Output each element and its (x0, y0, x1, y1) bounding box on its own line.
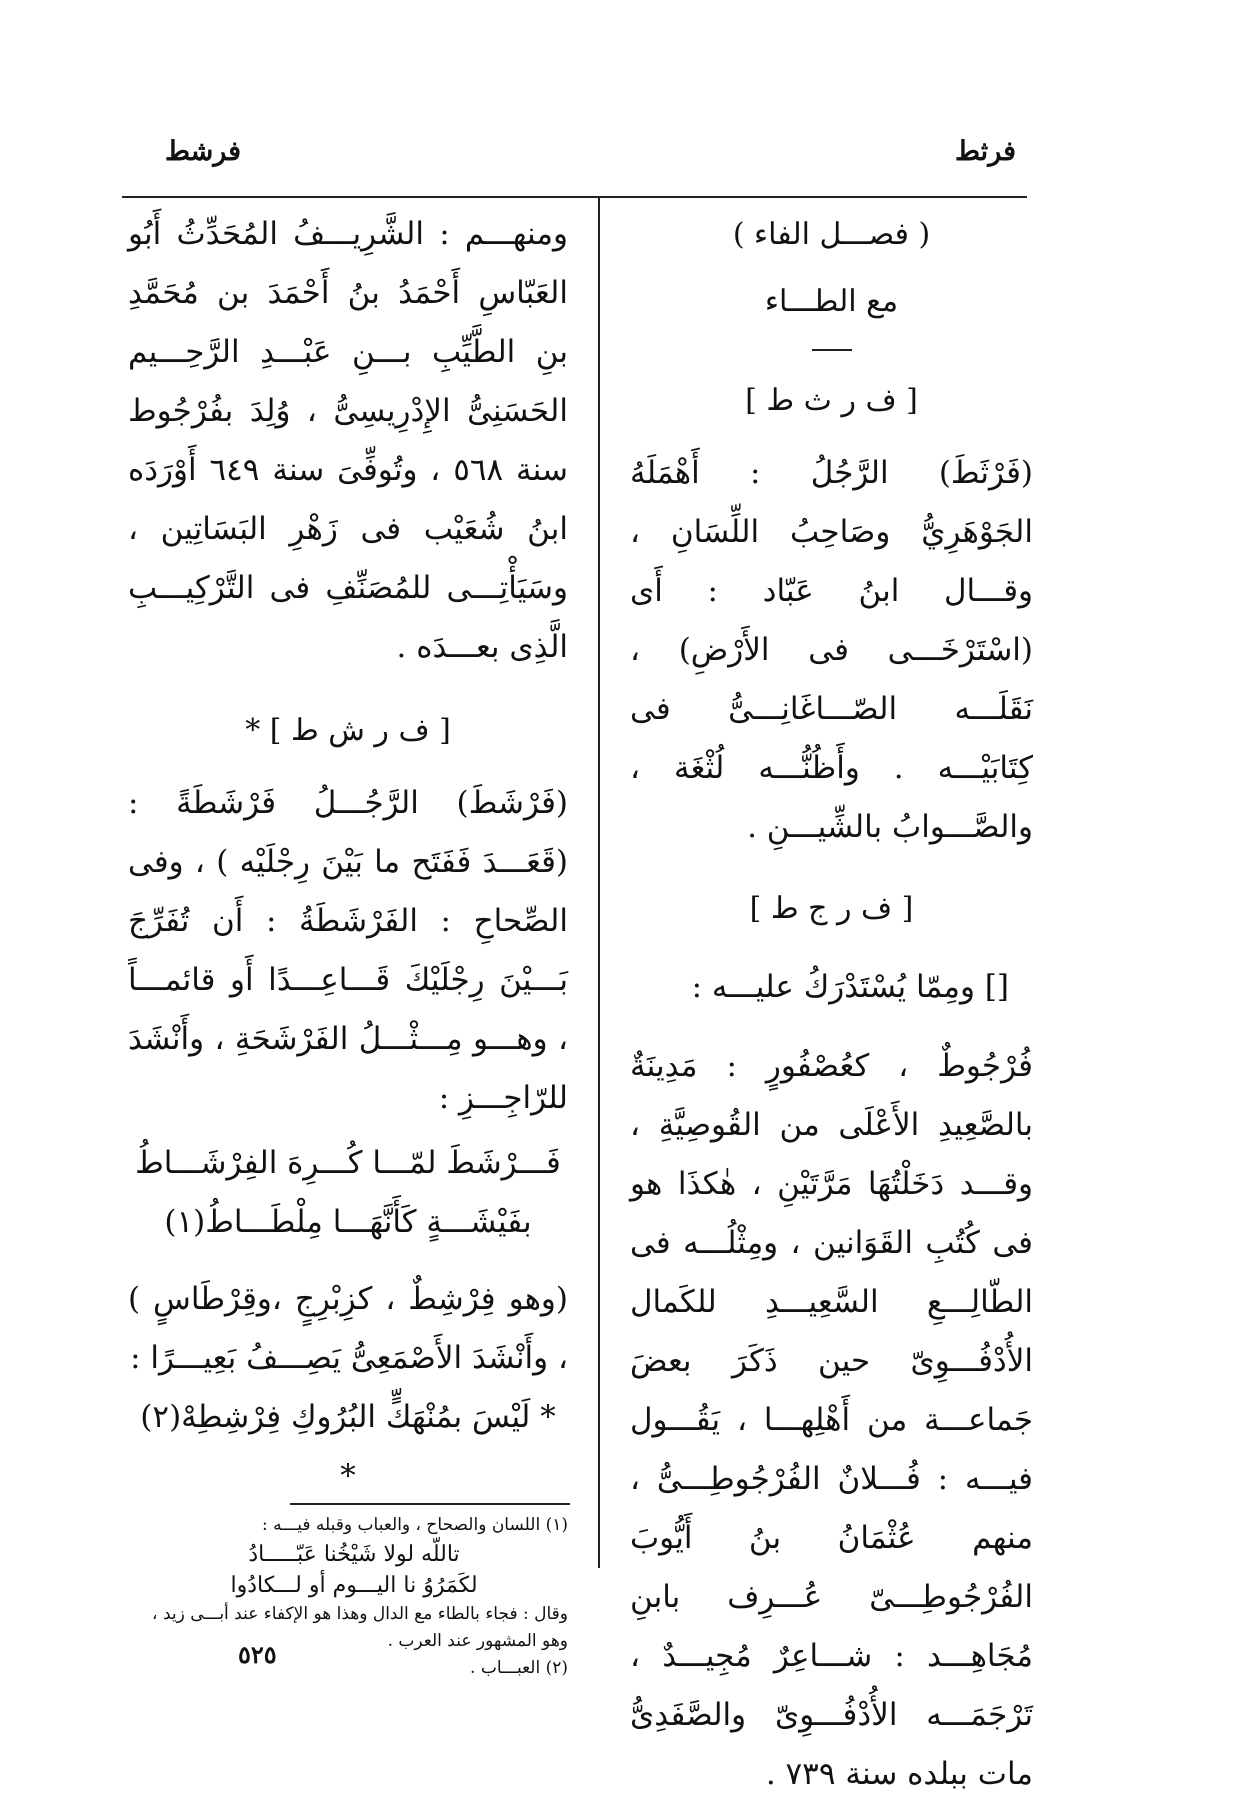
entry-text-frsht-continued: (وهو فِرْشِطٌ ، كزِبْرِجٍ ،وقِرْطَاسٍ ) ، وأَنْشَدَ الأَصْمَعِىُّ يَصِـــفُ بَعِيـــرًا : (128, 1281, 568, 1376)
verse-line: فَـــرْشَطَ لمّـــا كُـــرِهَ الفِرْشَـــاطُ (135, 1145, 561, 1181)
footnote-1-note: وقال : فجاء بالطاء مع الدال وهذا هو الإكفاء عند أبـــى زيد ، وهو المشهور عند العرب . (152, 1604, 568, 1651)
running-header-left: فرشط (165, 136, 242, 167)
entry-text-frjt: فُرْجُوطٌ ، كعُصْفُورٍ : مَدِينَةٌ بالصَّعِيدِ الأَعْلَى من القُوصِيَّةِ ، وقـــد دَخَلْتُهَا مَرَّتَيْنِ ، هٰكذَا هو فى كُتُبِ القَوَانين ، ومِثْلُـــه فى الطّالِـــعِ السَّعِيـــدِ للكَمال الأُدْفُـــوِىّ حين ذَكَرَ بعضَ جَماعـــة من أَهْلِهـــا ، يَقُـــول فيـــه : فُـــلانٌ الفُرْجُوطِـــىُّ ، منهم عُثْمَانُ بنُ أَيُّوبَ الفُرْجُوطِـــىّ عُـــرِف بابنِ مُجَاهِـــد : شـــاعِرٌ مُجِيـــدٌ ، تَرْجَمَـــه الأُدْفُـــوِىّ والصَّفَدِىُّ مات ببلده سنة ٧٣٩ . (630, 1048, 1033, 1792)
left-column (128, 205, 568, 1506)
footnote-1-intro: (١) اللسان والصحاح ، والعباب وقبله فيـــه : (262, 1515, 568, 1535)
right-column (630, 205, 1033, 1804)
header-rule (122, 196, 1027, 198)
footnote-1-verse: تاللّه لولا شَيْخُنا عَبّـــــادُ (248, 1542, 460, 1567)
verse-line: بفَيْشَـــةٍ كَأَنَّهَـــا مِلْطَـــاطُ(١) (164, 1204, 532, 1240)
footnote-2: (٢) العبـــاب . (470, 1658, 568, 1678)
continuation-text: ومنهـــم : الشَّرِيـــفُ المُحَدِّثُ أَبُو العَبّاسِ أَحْمَدُ بنُ أَحْمَدَ بن مُحَمَّدِ بنِ الطَّيِّبِ بـــنِ عَبْـــدِ الرَّحِـــيم الحَسَنِىُّ الإِدْرِيسِىُّ ، وُلِدَ بفُرْجُوط سنة ٥٦٨ ، وتُوفِّىَ سنة ٦٤٩ أَوْرَدَه ابنُ شُعَيْب فى زَهْرِ البَسَاتِين ، وسَيَأْتِـــى للمُصَنِّفِ فى التَّرْكِيـــبِ الَّذِى بعـــدَه . (128, 216, 568, 665)
section-subheading: مع الطـــاء (764, 284, 899, 319)
entry-text-frth: (فَرْثَطَ) الرَّجُلُ : أَهْمَلَهُ الجَوْهَرِيُّ وصَاحِبُ اللِّسَانِ ، وقـــال ابنُ عَبّاد : أَى (اسْتَرْخَـــى فى الأَرْضِ) ، نَقَلَـــه الصّـــاغَانِـــىُّ فى كِتَابَيْـــه . وأَظُنُّـــه لُثْغَة ، والصَّـــوابُ بالشِّيـــنِ . (630, 455, 1033, 845)
footnotes (140, 1512, 568, 1682)
entry-heading-frth: [ ف ر ث ط ] (745, 383, 918, 418)
footnote-1-verse: لكَمَرُوُ نا اليـــوم أو لـــكادُوا (230, 1573, 478, 1598)
entry-heading-frsht: [ ف ر ش ط ] * (245, 713, 451, 748)
page-number: ٥٢٥ (238, 1640, 277, 1669)
column-divider (598, 198, 600, 1568)
running-header-right: فرثط (955, 136, 1016, 167)
entry-text-frsht: (فَرْشَطَ) الرَّجُـــلُ فَرْشَطَةً : (قَعَـــدَ فَفَتَح ما بَيْنَ رِجْلَيْه ) ، وفى الصِّحاحِ : الفَرْشَطَةُ : أَن تُفَرِّجَ بَـــيْنَ رِجْلَيْكَ قَـــاعِـــدًا أَو قائمـــاً ، وهـــو مِـــثْـــلُ الفَرْشَحَةِ ، وأَنْشَدَ للرّاجِـــزِ : (128, 785, 568, 1116)
section-divider (812, 349, 852, 351)
section-heading: ( فصـــل الفاء ) (732, 217, 931, 252)
footnote-rule (290, 1503, 570, 1505)
entry-intro-frjt: [] ومِمّا يُسْتَدْرَكُ عليـــه : (691, 969, 1009, 1005)
verse-line: * لَيْسَ بمُنْهَكٍّ البُرُوكِ فِرْشِطِهْ(٢) * (140, 1399, 556, 1494)
entry-heading-frjt: [ ف ر ج ط ] (749, 891, 914, 926)
